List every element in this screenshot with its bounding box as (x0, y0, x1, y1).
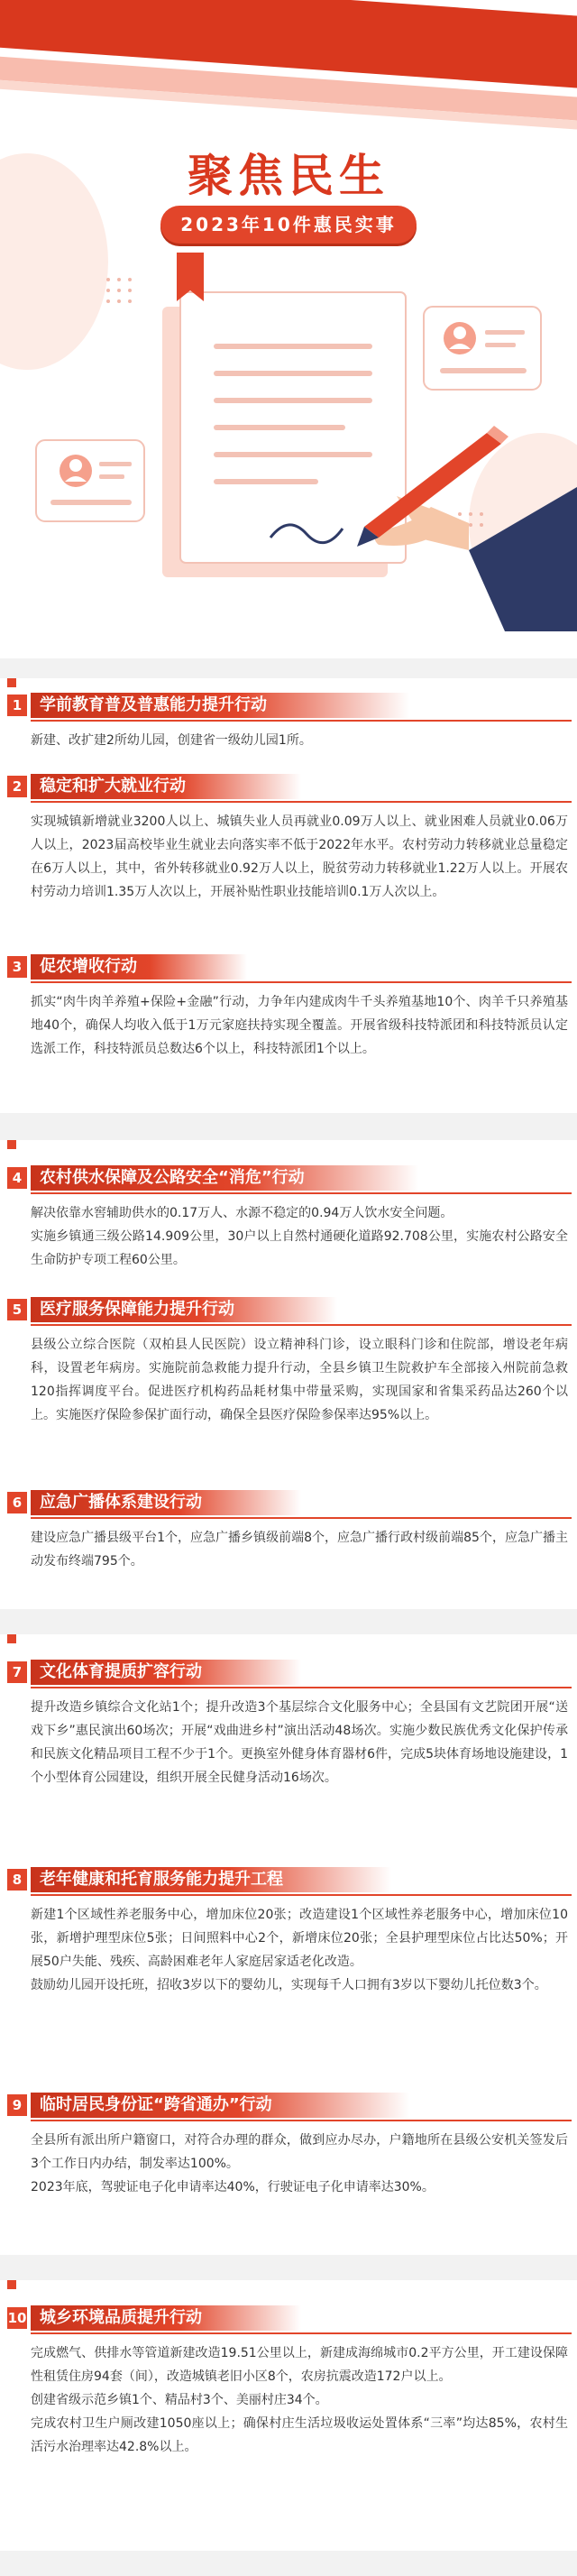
card-corner (7, 678, 16, 687)
section-body (31, 729, 568, 752)
section-body (31, 2341, 568, 2459)
section-paragraph: 完成燃气、供排水等管道新建改造19.51公里以上，新建成海绵城市0.2平方公里，开工建设保障性租赁住房94套（间），改造城镇老旧小区8个，农房抗震改造172户以上。 (31, 2346, 568, 2384)
section-header (0, 2093, 577, 2125)
section-divider (31, 1517, 572, 1519)
page-title: 聚焦民生 (188, 150, 389, 202)
card-corner (7, 1140, 16, 1149)
section-1 (0, 693, 577, 774)
card-group-4 (0, 2280, 577, 2551)
section-header (0, 1165, 577, 1198)
section-header (0, 954, 577, 987)
section-paragraph: 解决依靠水窖辅助供水的0.17万人、水源不稳定的0.94万人饮水安全问题。 (31, 1206, 453, 1220)
section-body (31, 1333, 568, 1427)
section-paragraph: 实现城镇新增就业3200人以上、城镇失业人员再就业0.09万人以上、就业困难人员就业0.06万人以上，2023届高校毕业生就业去向落实率不低于2022年水平。农村劳动力转移就业总量稳定在6万人以上，其中，省外转移就业0.92万人以上，脱贫劳动力转移就业1.22万人以上。开展农村劳动力培训1.35万人次以上，开展补贴性职业技能培训0.1万人次以上。 (31, 814, 568, 899)
hero-banner (0, 0, 577, 658)
section-number: 9 (7, 2094, 27, 2116)
section-paragraph: 提升改造乡镇综合文化站1个；提升改造3个基层综合文化服务中心；全县国有文艺院团开展“送戏下乡”惠民演出60场次；开展“戏曲进乡村”演出活动48场次。实施少数民族优秀文化保护传承和民族文化精品项目工程不少于1个。更换室外健身体育器材6件，完成5块体育场地设施建设，1个小型体育公园建设，组织开展全民健身活动16场次。 (31, 1700, 568, 1785)
section-title: 学前教育普及普惠能力提升行动 (31, 693, 409, 718)
section-header (0, 2305, 577, 2338)
page-subtitle: 2023年10件惠民实事 (160, 206, 417, 244)
section-body (31, 810, 568, 904)
section-divider (31, 1192, 572, 1194)
section-6 (0, 1490, 577, 1598)
section-title: 应急广播体系建设行动 (31, 1490, 301, 1515)
section-divider (31, 720, 572, 722)
section-title: 农村供水保障及公路安全“消危”行动 (31, 1165, 418, 1191)
section-body (31, 1201, 568, 1272)
section-paragraph: 实施乡镇通三级公路14.909公里，30户以上自然村通硬化道路92.708公里，实施农村公路安全生命防护专项工程60公里。 (31, 1229, 568, 1267)
section-header (0, 774, 577, 806)
section-3 (0, 954, 577, 1108)
section-number: 1 (7, 695, 27, 716)
section-number: 8 (7, 1869, 27, 1891)
section-number: 2 (7, 776, 27, 797)
section-paragraph: 新建1个区域性养老服务中心，增加床位20张；改造建设1个区域性养老服务中心，增加床位10张，新增护理型床位5张；日间照料中心2个，新增床位20张；全县护理型床位占比达50%；开展50户失能、残疾、高龄困难老年人家庭居家适老化改造。 (31, 1908, 568, 1969)
section-header (0, 1867, 577, 1900)
section-header (0, 1490, 577, 1523)
section-header (0, 1297, 577, 1329)
section-paragraph: 完成农村卫生户厕改建1050座以上；确保村庄生活垃圾收运处置体系“三率”均达85%，农村生活污水治理率达42.8%以上。 (31, 2416, 568, 2454)
section-2 (0, 774, 577, 954)
profile-card-left-icon (36, 440, 144, 521)
card-group-3 (0, 1634, 577, 2255)
section-paragraph: 2023年底，驾驶证电子化申请率达40%，行驶证电子化申请率达30%。 (31, 2180, 435, 2194)
section-number: 6 (7, 1492, 27, 1513)
section-8 (0, 1867, 577, 2087)
section-header (0, 1660, 577, 1692)
section-body (31, 990, 568, 1061)
section-divider (31, 2332, 572, 2334)
section-body (31, 1696, 568, 1789)
section-divider (31, 2120, 572, 2121)
section-5 (0, 1297, 577, 1483)
section-body (31, 1903, 568, 1997)
section-divider (31, 1687, 572, 1688)
section-10 (0, 2305, 577, 2540)
section-paragraph: 全县所有派出所户籍窗口，对符合办理的群众，做到应办尽办，户籍地所在县级公安机关签发后3个工作日内办结，制发率达100%。 (31, 2133, 568, 2171)
section-divider (31, 1894, 572, 1896)
section-4 (0, 1165, 577, 1288)
section-title: 医疗服务保障能力提升行动 (31, 1297, 337, 1322)
card-corner (7, 1634, 16, 1643)
section-title: 老年健康和托育服务能力提升工程 (31, 1867, 391, 1892)
section-number: 10 (7, 2307, 27, 2329)
section-divider (31, 801, 572, 803)
section-number: 7 (7, 1661, 27, 1683)
section-body (31, 1526, 568, 1573)
section-divider (31, 1324, 572, 1326)
card-group-2 (0, 1140, 577, 1609)
section-body (31, 2129, 568, 2199)
section-title: 促农增收行动 (31, 954, 247, 980)
card-group-1 (0, 678, 577, 1113)
section-title: 临时居民身份证“跨省通办”行动 (31, 2093, 409, 2118)
section-number: 5 (7, 1299, 27, 1320)
section-number: 3 (7, 956, 27, 978)
section-divider (31, 981, 572, 983)
document-signing-illustration (0, 253, 577, 631)
section-paragraph: 抓实“肉牛肉羊养殖+保险+金融”行动，力争年内建成肉牛千头养殖基地10个、肉羊千只养殖基地40个，确保人均收入低于1万元家庭扶持实现全覆盖。开展省级科技特派团和科技特派员认定选派工作，科技特派员总数达6个以上，科技特派团1个以上。 (31, 995, 568, 1056)
section-number: 4 (7, 1167, 27, 1189)
section-paragraph: 新建、改扩建2所幼儿园，创建省一级幼儿园1所。 (31, 733, 312, 748)
section-7 (0, 1660, 577, 1862)
profile-card-right-icon (424, 307, 541, 390)
section-9 (0, 2093, 577, 2246)
section-paragraph: 创建省级示范乡镇1个、精品村3个、美丽村庄34个。 (31, 2393, 328, 2407)
card-corner (7, 2280, 16, 2289)
section-paragraph: 建设应急广播县级平台1个，应急广播乡镇级前端8个，应急广播行政村级前端85个，应急广播主动发布终端795个。 (31, 1531, 568, 1569)
section-title: 文化体育提质扩容行动 (31, 1660, 301, 1685)
section-header (0, 693, 577, 725)
section-title: 城乡环境品质提升行动 (31, 2305, 301, 2331)
section-title: 稳定和扩大就业行动 (31, 774, 301, 799)
section-paragraph: 县级公立综合医院（双柏县人民医院）设立精神科门诊，设立眼科门诊和住院部，增设老年病科，设置老年病房。实施院前急救能力提升行动，全县乡镇卫生院救护车全部接入州院前急救120指挥调度平台。促进医疗机构药品耗材集中带量采购，实现国家和省集采药品达260个以上。实施医疗保险参保扩面行动，确保全县医疗保险参保率达95%以上。 (31, 1338, 568, 1422)
section-paragraph: 鼓励幼儿园开设托班，招收3岁以下的婴幼儿，实现每千人口拥有3岁以下婴幼儿托位数3个。 (31, 1978, 547, 1992)
